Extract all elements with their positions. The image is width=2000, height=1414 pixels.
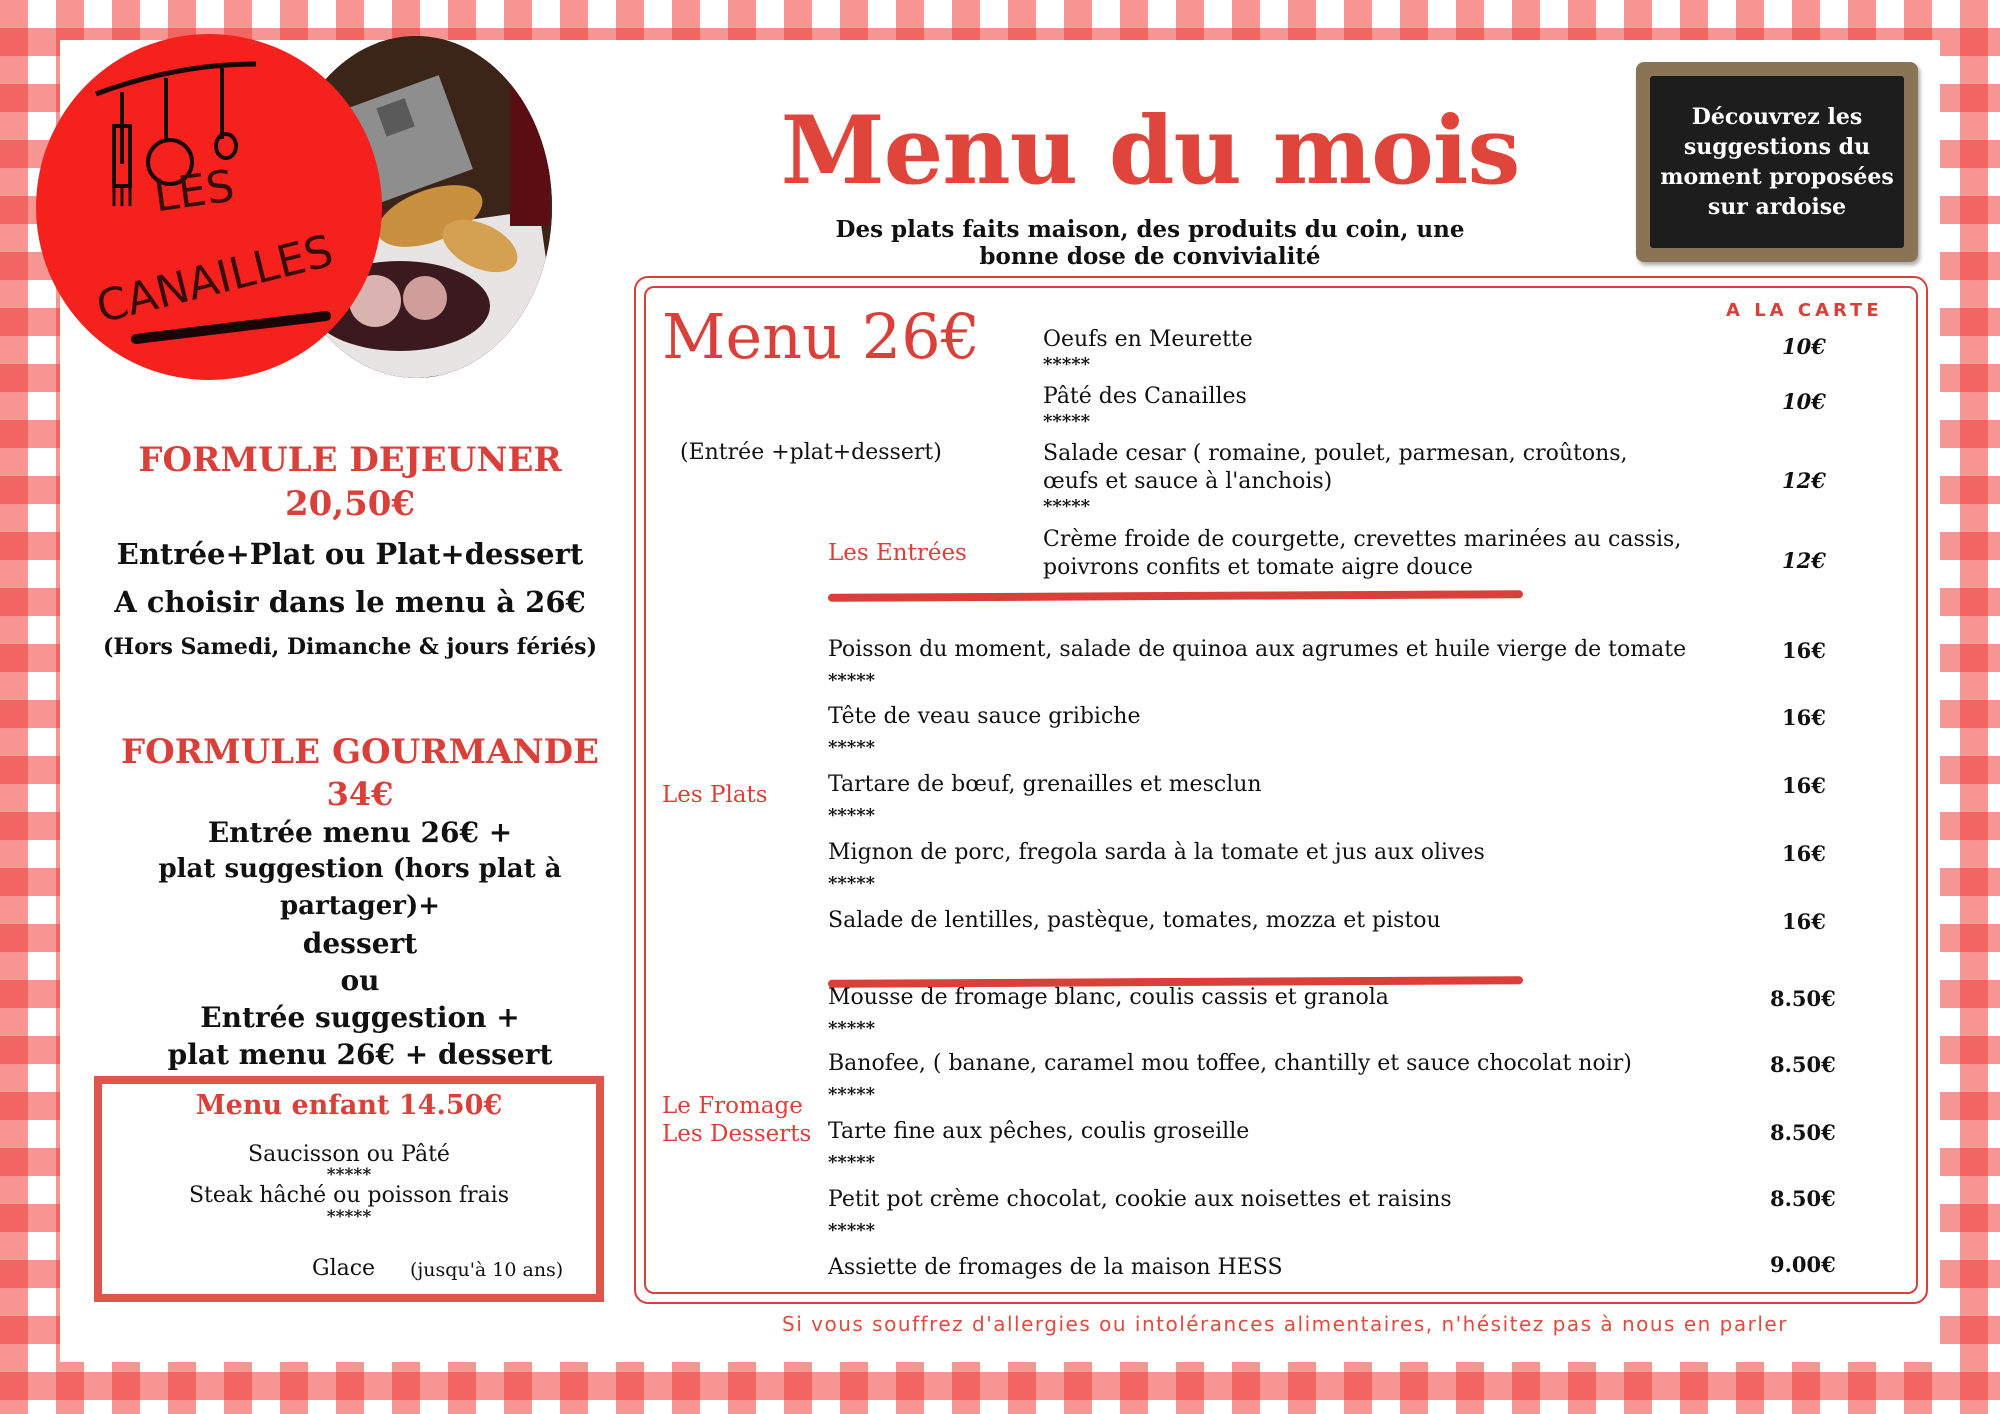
menu-enfant-stars: ***** [326,1165,372,1185]
menu-enfant-line2: Steak hâché ou poisson frais [188,1183,510,1208]
entree-name: Oeufs en Meurette [1043,327,1253,352]
dessert-stars: ***** [828,1018,876,1039]
formule-dejeuner-title: FORMULE DEJEUNER [138,440,562,480]
plat-stars: ***** [828,805,876,826]
formule-dejeuner-line1: Entrée+Plat ou Plat+dessert [116,537,584,571]
menu-enfant-title: Menu enfant 14.50€ [195,1090,503,1121]
chalkboard [1636,62,1918,262]
plat-stars: ***** [828,670,876,691]
a-la-carte-label: A LA CARTE [1726,300,1883,321]
dessert-name: Mousse de fromage blanc, coulis cassis et granola [828,985,1389,1010]
plat-name: Poisson du moment, salade de quinoa aux agrumes et huile vierge de tomate [828,637,1687,662]
menu26-title: Menu 26€ [662,300,981,373]
logo [36,34,382,380]
dessert-price: 9.00€ [1770,1252,1836,1277]
formule-gourmande-line: Entrée menu 26€ + [207,816,513,849]
section-desserts-line1: Le Fromage [662,1093,803,1119]
dessert-stars: ***** [828,1152,876,1173]
dessert-name: Petit pot crème chocolat, cookie aux noisettes et raisins [828,1187,1452,1212]
menu26-subtitle: (Entrée +plat+dessert) [680,440,942,465]
plat-price: 16€ [1782,909,1826,934]
chalkboard-text: Découvrez les suggestions du moment proposées sur ardoise [1650,76,1904,248]
allergy-note: Si vous souffrez d'allergies ou intolérances alimentaires, n'hésitez pas à nous en parler [782,1312,1788,1336]
formule-dejeuner-line3: (Hors Samedi, Dimanche & jours fériés) [103,634,597,660]
page-title: Menu du mois [780,96,1520,206]
plat-stars: ***** [828,873,876,894]
dessert-price: 8.50€ [1770,1052,1836,1077]
formule-dejeuner-line2: A choisir dans le menu à 26€ [114,585,586,619]
entree-stars: ***** [1043,411,1091,432]
entree-name: Pâté des Canailles [1043,384,1247,409]
menu-enfant-note: (jusqu'à 10 ans) [410,1259,564,1281]
formule-gourmande-line: plat suggestion (hors plat à partager)+ [158,854,562,921]
plat-name: Tête de veau sauce gribiche [828,704,1141,729]
menu-enfant-line1: Saucisson ou Pâté [248,1142,450,1167]
entree-name: Crème froide de courgette, crevettes marinées au cassis, [1043,527,1682,552]
menu-enfant-line3: Glace [312,1256,376,1281]
plat-price: 16€ [1782,773,1826,798]
entree-price: 10€ [1782,334,1826,359]
plat-name: Salade de lentilles, pastèque, tomates, mozza et pistou [828,908,1441,933]
entree-price: 10€ [1782,389,1826,414]
formule-gourmande-line: dessert [302,927,418,960]
dessert-price: 8.50€ [1770,986,1836,1011]
plat-price: 16€ [1782,705,1826,730]
formule-gourmande-title: FORMULE GOURMANDE [120,732,599,772]
formule-dejeuner-price: 20,50€ [284,484,416,524]
dessert-stars: ***** [828,1220,876,1241]
dessert-price: 8.50€ [1770,1120,1836,1145]
menu-enfant-stars: ***** [326,1207,372,1227]
formule-gourmande-line: Entrée suggestion + [200,1001,520,1034]
entree-stars: ***** [1043,354,1091,375]
entree-name-2: poivrons confits et tomate aigre douce [1043,555,1473,580]
dessert-name: Assiette de fromages de la maison HESS [828,1255,1283,1280]
entree-stars: ***** [1043,496,1091,517]
plat-stars: ***** [828,737,876,758]
formule-gourmande-line: plat menu 26€ + dessert [167,1038,553,1071]
section-desserts-line2: Les Desserts [662,1121,812,1147]
plat-price: 16€ [1782,638,1826,663]
dessert-name: Tarte fine aux pêches, coulis groseille [828,1119,1250,1144]
logo-line2: CANAILLES [91,225,339,334]
dessert-price: 8.50€ [1770,1186,1836,1211]
entree-name: Salade cesar ( romaine, poulet, parmesan, croûtons, [1043,441,1628,466]
plat-name: Mignon de porc, fregola sarda à la tomate et jus aux olives [828,840,1485,865]
plat-price: 16€ [1782,841,1826,866]
page-subtitle: Des plats faits maison, des produits du coin, une bonne dose de convivialité [835,216,1465,270]
formule-gourmande-price: 34€ [326,775,394,813]
section-plats: Les Plats [662,782,768,808]
section-entrees: Les Entrées [828,540,967,566]
entree-price: 12€ [1782,548,1826,573]
logo-line1: LES [150,160,238,223]
dessert-stars: ***** [828,1084,876,1105]
dessert-name: Banofee, ( banane, caramel mou toffee, chantilly et sauce chocolat noir) [828,1051,1632,1076]
plat-name: Tartare de bœuf, grenailles et mesclun [828,772,1262,797]
entree-price: 12€ [1782,468,1826,493]
formule-gourmande-line: ou [340,964,380,997]
entree-name-2: œufs et sauce à l'anchois) [1043,469,1333,494]
